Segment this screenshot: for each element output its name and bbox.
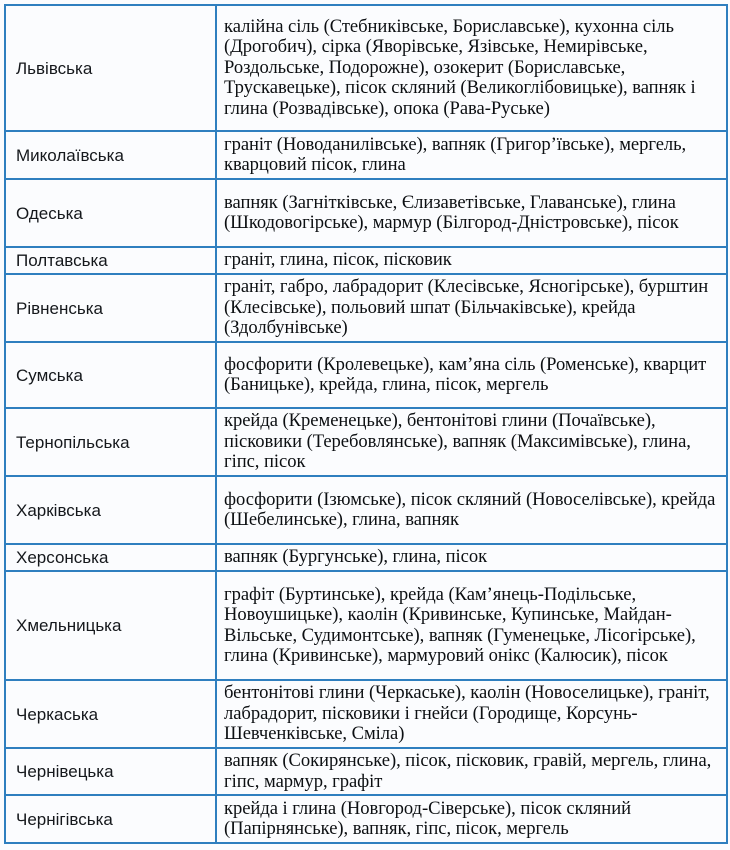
- table-row: [5, 179, 727, 247]
- table-row: [5, 408, 727, 476]
- deposits-text: вапняк (Загнітківське, Єлизаветівське, Главанське), глина (Шкодовогірське), мармур (Білгород-Дністровське), пісок: [224, 191, 679, 233]
- table-row: [5, 544, 727, 571]
- deposits-cell: [216, 5, 727, 131]
- table-row: [5, 131, 727, 179]
- table-row: [5, 342, 727, 408]
- deposits-text: граніт, габро, лабрадорит (Клесівське, Ясногірське), бурштин (Клесівське), польовий шпат (Більчаківське), крейда (Здолбунівське): [224, 276, 709, 339]
- table-row: [5, 680, 727, 748]
- region-name: Миколаївська: [16, 145, 124, 165]
- region-name: Чернігівська: [16, 809, 113, 829]
- deposits-cell: [216, 795, 727, 843]
- deposits-cell: [216, 571, 727, 680]
- region-cell: [5, 476, 216, 544]
- deposits-cell: [216, 247, 727, 274]
- region-cell: [5, 5, 216, 131]
- mineral-deposits-table: [4, 4, 728, 844]
- deposits-cell: [216, 274, 727, 342]
- table-row: [5, 795, 727, 843]
- region-name: Одеська: [16, 203, 83, 223]
- region-cell: [5, 247, 216, 274]
- deposits-text: граніт, глина, пісок, пісковик: [224, 249, 452, 271]
- region-cell: [5, 544, 216, 571]
- table-row: [5, 274, 727, 342]
- region-cell: [5, 131, 216, 179]
- deposits-text: вапняк (Сокирянське), пісок, пісковик, гравій, мергель, глина, гіпс, мармур, графіт: [224, 750, 712, 792]
- deposits-cell: [216, 179, 727, 247]
- deposits-cell: [216, 342, 727, 408]
- region-cell: [5, 748, 216, 795]
- region-name: Чернівецька: [16, 762, 114, 781]
- deposits-text: бентонітові глини (Черкаське), каолін (Новоселицьке), граніт, лабрадорит, пісковики і гнейси (Городище, Корсунь-Шевченківське, Сміла): [224, 682, 710, 745]
- region-name: Полтавська: [16, 251, 108, 270]
- region-name: Львівська: [16, 58, 93, 78]
- deposits-text: графіт (Буртинське), крейда (Кам’янець-Подільське, Новоушицьке), каолін (Кривинське, Купинське, Майдан-Вільське, Судимонтське), вапняк (Гуменецьке, Лісогірське), глина (Кривинське), мармуровий онікс (Калюсик), пісок: [224, 583, 696, 666]
- region-name: Сумська: [16, 365, 83, 385]
- deposits-text: калійна сіль (Стебниківське, Бориславське), кухонна сіль (Дрогобич), сірка (Яворівське, Язівське, Немирівське, Роздольське, Подорожне), озокерит (Бориславське, Трускавецьке), пісок скляний (Великоглібовицьке), вапняк і глина (Розвадівське), опока (Рава-Руське): [224, 15, 696, 119]
- table-row: [5, 5, 727, 131]
- region-name: Черкаська: [16, 704, 99, 724]
- deposits-cell: [216, 476, 727, 544]
- deposits-text: вапняк (Бургунське), глина, пісок: [224, 546, 488, 568]
- region-cell: [5, 274, 216, 342]
- deposits-text: фосфорити (Кролевецьке), кам’яна сіль (Роменське), кварцит (Баницьке), крейда, глина, пісок, мергель: [224, 353, 707, 395]
- table-row: [5, 247, 727, 274]
- deposits-text: крейда і глина (Новгород-Сіверське), пісок скляний (Папірнянське), вапняк, гіпс, пісок, мергель: [224, 797, 631, 839]
- deposits-cell: [216, 544, 727, 571]
- deposits-text: крейда (Кременецьке), бентонітові глини (Почаївське), пісковики (Теребовлянське), вапняк (Максимівське), глина, гіпс, пісок: [224, 410, 691, 473]
- region-name: Хмельницька: [16, 616, 122, 635]
- region-cell: [5, 680, 216, 748]
- region-cell: [5, 342, 216, 408]
- region-name: Тернопільська: [16, 432, 130, 452]
- region-name: Херсонська: [16, 548, 109, 567]
- deposits-cell: [216, 408, 727, 476]
- table-row: [5, 571, 727, 680]
- region-cell: [5, 795, 216, 843]
- deposits-text: граніт (Новоданилівське), вапняк (Григор’ївське), мергель, кварцовий пісок, глина: [224, 133, 687, 175]
- deposits-cell: [216, 131, 727, 179]
- deposits-cell: [216, 748, 727, 795]
- table-row: [5, 476, 727, 544]
- table-body: [5, 5, 727, 843]
- region-cell: [5, 408, 216, 476]
- region-cell: [5, 571, 216, 680]
- region-name: Харківська: [16, 500, 101, 520]
- region-cell: [5, 179, 216, 247]
- deposits-text: фосфорити (Ізюмське), пісок скляний (Новоселівське), крейда (Шебелинське), глина, вапняк: [224, 488, 716, 530]
- deposits-cell: [216, 680, 727, 748]
- table-row: [5, 748, 727, 795]
- region-name: Рівненська: [16, 298, 104, 318]
